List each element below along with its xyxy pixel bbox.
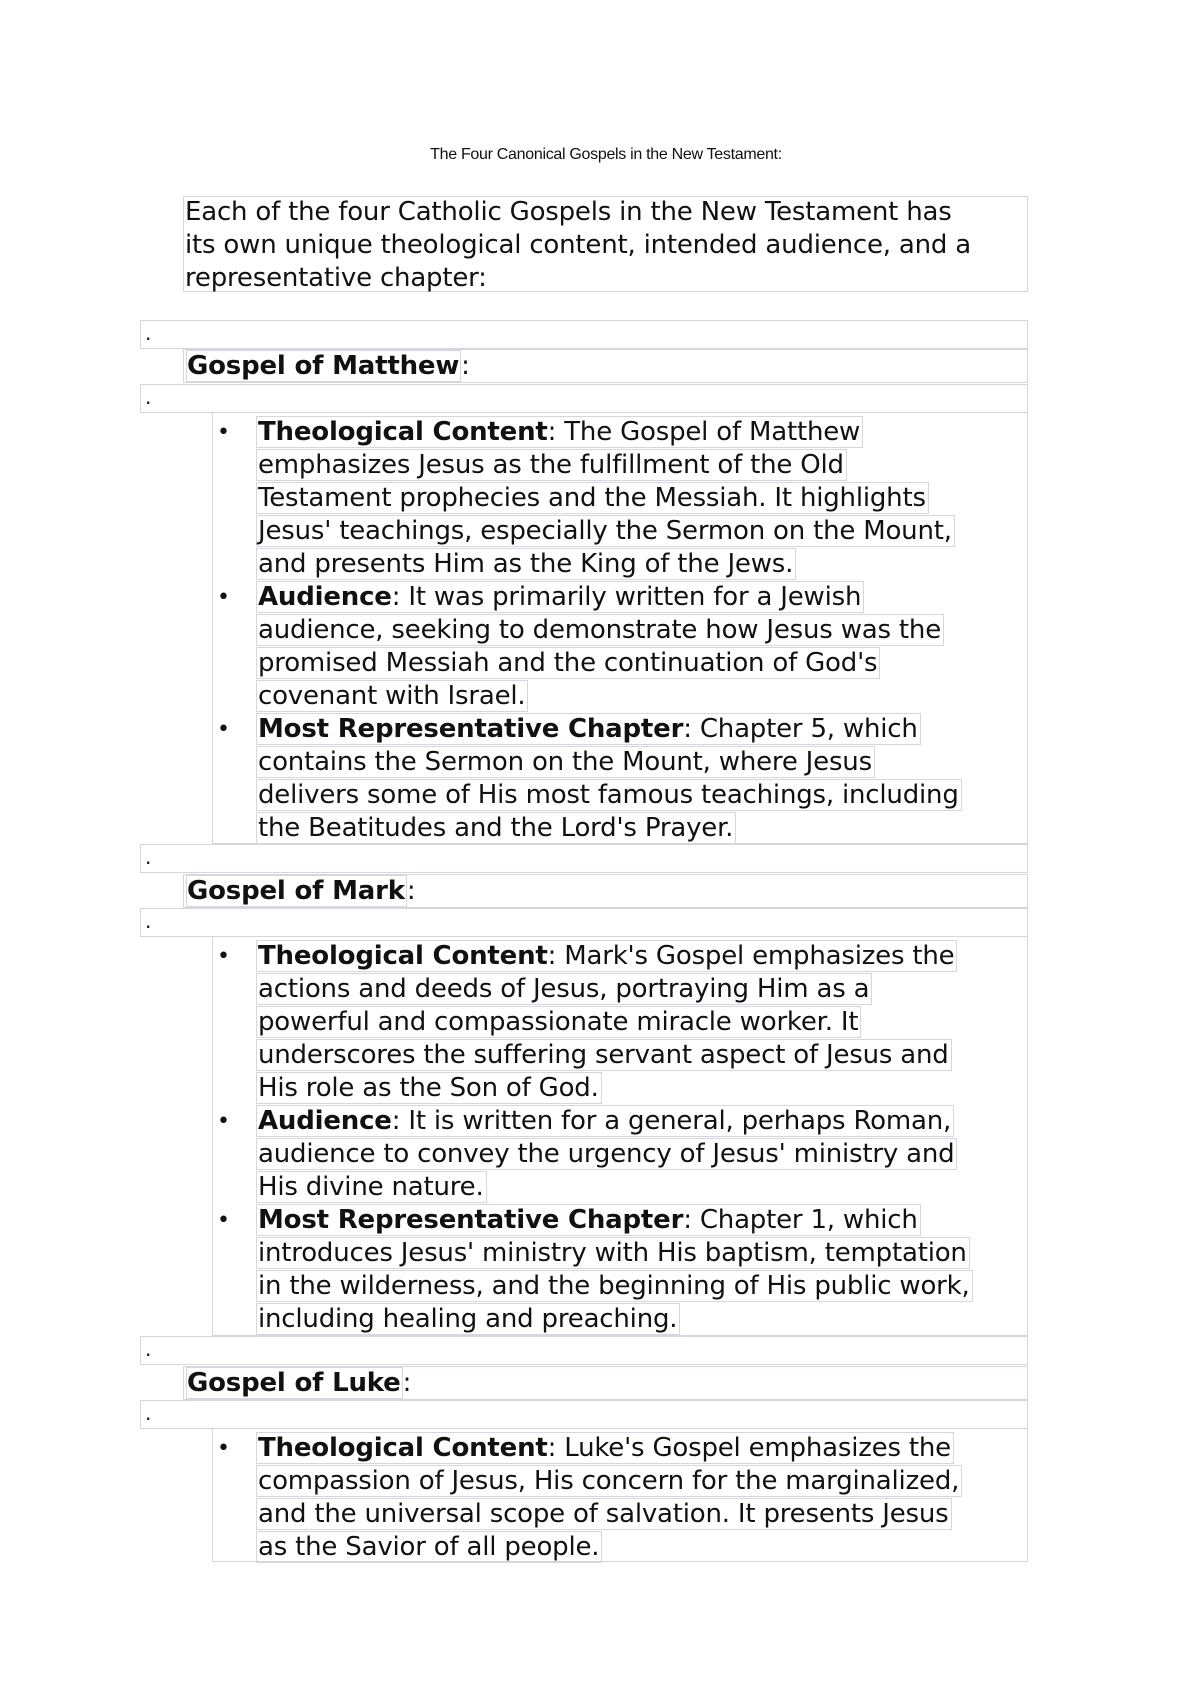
bullet-icon: • [217, 1436, 230, 1461]
bullet-icon: • [217, 420, 230, 445]
section-heading-name: Gospel of Mark [187, 876, 405, 906]
page-title: The Four Canonical Gospels in the New Testament: [430, 146, 782, 163]
section-heading-matthew: Gospel of Matthew: [183, 349, 1028, 383]
section-heading-mark: Gospel of Mark: [183, 874, 1028, 908]
spacer-row: . [140, 320, 1028, 349]
section-heading-name: Gospel of Matthew [187, 351, 460, 381]
intro-paragraph: Each of the four Catholic Gospels in the New Testament has its own unique theological content, intended audience, and a representative chapter: [185, 197, 971, 293]
spacer-row: . [140, 384, 1028, 413]
bullet-icon: • [217, 1208, 230, 1233]
bullet-icon: • [217, 717, 230, 742]
bullet-icon: • [217, 585, 230, 610]
spacer-row: . [140, 908, 1028, 937]
section-heading-name: Gospel of Luke [187, 1368, 401, 1398]
spacer-row: . [140, 1336, 1028, 1365]
section-heading-luke: Gospel of Luke: [183, 1366, 1028, 1400]
spacer-row: . [140, 1400, 1028, 1429]
bullet-icon: • [217, 1109, 230, 1134]
bullet-icon: • [217, 944, 230, 969]
spacer-row: . [140, 844, 1028, 873]
